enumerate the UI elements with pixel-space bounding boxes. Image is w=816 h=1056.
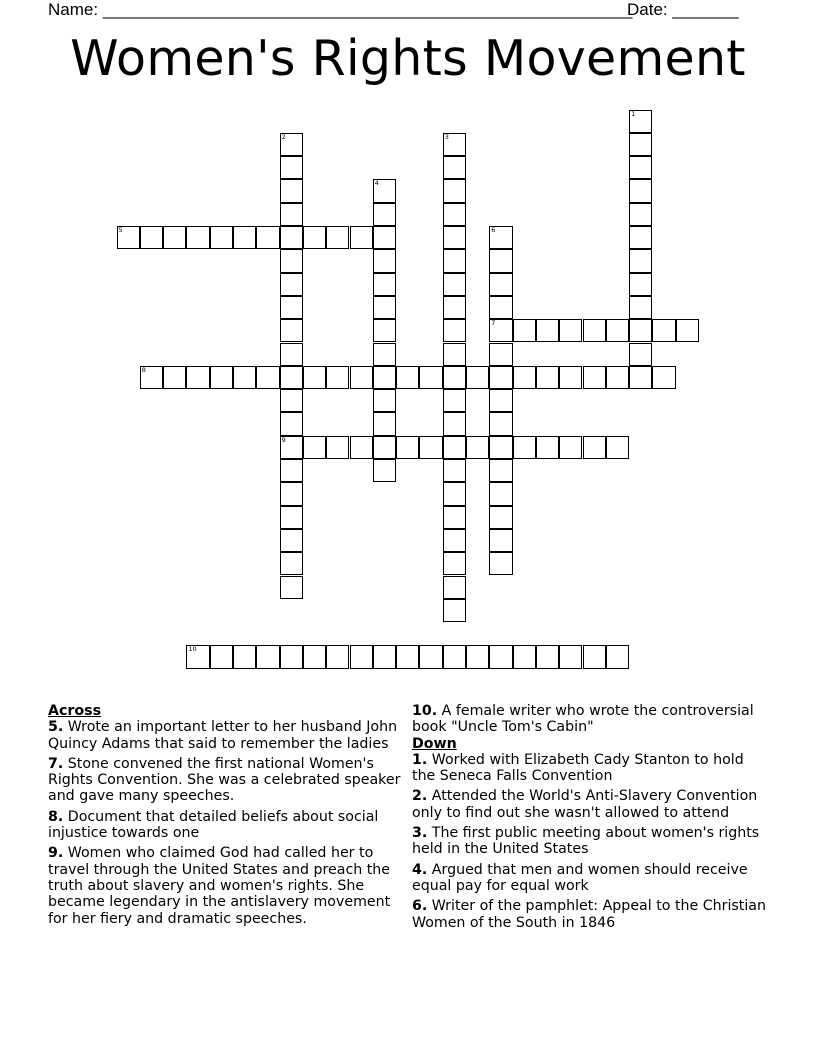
grid-cell[interactable] (652, 366, 675, 389)
grid-cell[interactable] (256, 645, 279, 668)
grid-cell[interactable] (629, 203, 652, 226)
grid-cell[interactable] (326, 366, 349, 389)
grid-cell[interactable] (536, 645, 559, 668)
grid-cell[interactable] (280, 412, 303, 435)
grid-cell[interactable] (373, 412, 396, 435)
grid-cell[interactable] (280, 296, 303, 319)
grid-cell[interactable] (350, 366, 373, 389)
across-heading: Across (48, 703, 102, 719)
grid-cell[interactable] (629, 179, 652, 202)
grid-cell[interactable] (489, 645, 512, 668)
grid-cell[interactable] (186, 366, 209, 389)
grid-cell[interactable] (489, 226, 512, 249)
clue-number: 1 (631, 109, 636, 118)
grid-cell[interactable] (513, 366, 536, 389)
clue-number: 10 (188, 645, 197, 654)
grid-cell[interactable] (443, 296, 466, 319)
grid-cell[interactable] (489, 273, 512, 296)
grid-cell[interactable] (606, 436, 629, 459)
grid-cell[interactable] (280, 156, 303, 179)
grid-cell[interactable] (513, 319, 536, 342)
grid-cell[interactable] (326, 436, 349, 459)
grid-cell[interactable] (210, 226, 233, 249)
grid-cell[interactable] (489, 552, 512, 575)
grid-cell[interactable] (606, 319, 629, 342)
grid-cell[interactable] (419, 645, 442, 668)
grid-cell[interactable] (489, 482, 512, 505)
grid-cell[interactable] (210, 645, 233, 668)
grid-cell[interactable] (443, 226, 466, 249)
grid-cell[interactable] (489, 436, 512, 459)
grid-cell[interactable] (280, 343, 303, 366)
clue-number: 7 (491, 319, 496, 328)
grid-cell[interactable] (373, 389, 396, 412)
grid-cell[interactable] (443, 179, 466, 202)
date-label: Date: (627, 0, 668, 19)
grid-cell[interactable] (280, 506, 303, 529)
grid-cell[interactable] (373, 179, 396, 202)
grid-cell[interactable] (373, 249, 396, 272)
grid-cell[interactable] (326, 645, 349, 668)
grid-cell[interactable] (443, 133, 466, 156)
grid-cell[interactable] (163, 226, 186, 249)
grid-cell[interactable] (443, 273, 466, 296)
grid-cell[interactable] (629, 296, 652, 319)
clue-down-2: 2. Attended the World's Anti-Slavery Convention only to find out she wasn't allowed to attend (412, 788, 758, 821)
grid-cell[interactable] (280, 552, 303, 575)
clue-down-4: 4. Argued that men and women should receive equal pay for equal work (412, 861, 748, 894)
grid-cell[interactable] (280, 273, 303, 296)
clue-across-10: 10. A female writer who wrote the controversial book "Uncle Tom's Cabin" (412, 703, 754, 736)
grid-cell[interactable] (489, 412, 512, 435)
grid-cell[interactable] (373, 343, 396, 366)
grid-cell[interactable] (233, 226, 256, 249)
clue-down-1: 1. Worked with Elizabeth Cady Stanton to hold the Seneca Falls Convention (412, 751, 744, 785)
grid-cell[interactable] (117, 226, 140, 249)
grid-cell[interactable] (396, 645, 419, 668)
grid-cell[interactable] (280, 645, 303, 668)
clue-across-7: 7. Stone convened the first national Women's Rights Convention. She was a celebrated speaker and gave many speeches. (48, 755, 401, 805)
grid-cell[interactable] (489, 296, 512, 319)
grid-cell[interactable] (350, 436, 373, 459)
grid-cell[interactable] (280, 179, 303, 202)
grid-cell[interactable] (373, 645, 396, 668)
grid-cell[interactable] (280, 366, 303, 389)
grid-cell[interactable] (443, 366, 466, 389)
grid-cell[interactable] (676, 319, 699, 342)
grid-cell[interactable] (280, 482, 303, 505)
grid-cell[interactable] (583, 436, 606, 459)
grid-cell[interactable] (280, 389, 303, 412)
clue-across-5: 5. Wrote an important letter to her husband John Quincy Adams that said to remember the ladies (48, 719, 398, 752)
grid-cell[interactable] (280, 133, 303, 156)
grid-cell[interactable] (303, 226, 326, 249)
grid-cell[interactable] (443, 156, 466, 179)
grid-cell[interactable] (443, 482, 466, 505)
grid-cell[interactable] (443, 343, 466, 366)
grid-cell[interactable] (280, 319, 303, 342)
grid-cell[interactable] (466, 645, 489, 668)
grid-cell[interactable] (443, 459, 466, 482)
grid-cell[interactable] (443, 436, 466, 459)
grid-cell[interactable] (443, 599, 466, 622)
grid-cell[interactable] (559, 645, 582, 668)
grid-cell[interactable] (489, 366, 512, 389)
grid-cell[interactable] (629, 226, 652, 249)
grid-cell[interactable] (466, 436, 489, 459)
grid-cell[interactable] (606, 366, 629, 389)
grid-cell[interactable] (536, 366, 559, 389)
grid-cell[interactable] (280, 529, 303, 552)
grid-cell[interactable] (210, 366, 233, 389)
grid-cell[interactable] (443, 552, 466, 575)
grid-cell[interactable] (443, 249, 466, 272)
grid-cell[interactable] (373, 366, 396, 389)
grid-cell[interactable] (606, 645, 629, 668)
grid-cell[interactable] (350, 645, 373, 668)
grid-cell[interactable] (629, 273, 652, 296)
grid-cell[interactable] (629, 110, 652, 133)
grid-cell[interactable] (536, 319, 559, 342)
grid-cell[interactable] (280, 576, 303, 599)
clue-number: 2 (281, 132, 286, 141)
grid-cell[interactable] (629, 133, 652, 156)
grid-cell[interactable] (629, 156, 652, 179)
grid-cell[interactable] (419, 366, 442, 389)
clue-down-3: 3. The first public meeting about women's rights held in the United States (412, 825, 760, 858)
grid-cell[interactable] (629, 249, 652, 272)
grid-cell[interactable] (559, 366, 582, 389)
grid-cell[interactable] (489, 389, 512, 412)
grid-cell[interactable] (280, 226, 303, 249)
grid-cell[interactable] (489, 529, 512, 552)
grid-cell[interactable] (396, 436, 419, 459)
grid-cell[interactable] (489, 343, 512, 366)
grid-cell[interactable] (489, 459, 512, 482)
clues-left-column (48, 703, 410, 931)
grid-cell[interactable] (280, 249, 303, 272)
grid-cell[interactable] (373, 296, 396, 319)
clue-across-8: 8. Document that detailed beliefs about social injustice towards one (48, 808, 379, 842)
grid-cell[interactable] (583, 319, 606, 342)
grid-cell[interactable] (443, 506, 466, 529)
name-label: Name: (48, 0, 99, 19)
clue-number: 6 (491, 226, 496, 234)
grid-cell[interactable] (280, 436, 303, 459)
grid-cell[interactable] (583, 366, 606, 389)
grid-cell[interactable] (513, 645, 536, 668)
grid-cell[interactable] (466, 366, 489, 389)
grid-cell[interactable] (373, 273, 396, 296)
clue-number: 9 (281, 435, 286, 444)
grid-cell[interactable] (559, 319, 582, 342)
name-line[interactable]: ________________________________________________________ (102, 0, 633, 19)
grid-cell[interactable] (583, 645, 606, 668)
grid-cell[interactable] (350, 226, 373, 249)
grid-cell[interactable] (559, 436, 582, 459)
grid-cell[interactable] (280, 203, 303, 226)
clue-number: 8 (141, 365, 146, 374)
clue-number: 3 (444, 132, 449, 141)
grid-cell[interactable] (303, 366, 326, 389)
grid-cell[interactable] (233, 366, 256, 389)
grid-cell[interactable] (373, 459, 396, 482)
grid-cell[interactable] (303, 436, 326, 459)
grid-cell[interactable] (373, 319, 396, 342)
grid-cell[interactable] (443, 203, 466, 226)
grid-cell[interactable] (629, 319, 652, 342)
grid-cell[interactable] (443, 412, 466, 435)
clue-number: 4 (374, 179, 379, 188)
grid-cell[interactable] (513, 436, 536, 459)
grid-cell[interactable] (303, 645, 326, 668)
clues-right-column (412, 703, 768, 935)
clue-number: 5 (118, 226, 123, 234)
grid-cell[interactable] (256, 226, 279, 249)
grid-cell[interactable] (629, 343, 652, 366)
grid-cell[interactable] (489, 249, 512, 272)
grid-cell[interactable] (536, 436, 559, 459)
grid-cell[interactable] (326, 226, 349, 249)
page-title: Women's Rights Movement (70, 30, 746, 87)
grid-cell[interactable] (373, 436, 396, 459)
date-line[interactable]: _______ (672, 0, 739, 19)
grid-cell[interactable] (280, 459, 303, 482)
grid-cell[interactable] (652, 319, 675, 342)
grid-cell[interactable] (373, 226, 396, 249)
grid-cell[interactable] (443, 576, 466, 599)
clue-across-9: 9. Women who claimed God had called her to travel through the United States and preach the truth about slavery and women's rights. She became legendary in the antislavery movement for her fiery and dramatic speeches. (48, 845, 391, 927)
grid-cell[interactable] (186, 226, 209, 249)
grid-cell[interactable] (489, 319, 512, 342)
grid-cell[interactable] (443, 319, 466, 342)
grid-cell[interactable] (629, 366, 652, 389)
grid-cell[interactable] (443, 529, 466, 552)
grid-cell[interactable] (443, 389, 466, 412)
grid-cell[interactable] (419, 436, 442, 459)
grid-cell[interactable] (140, 366, 163, 389)
grid-cell[interactable] (489, 506, 512, 529)
grid-cell[interactable] (443, 645, 466, 668)
grid-cell[interactable] (140, 226, 163, 249)
grid-cell[interactable] (163, 366, 186, 389)
clue-down-6: 6. Writer of the pamphlet: Appeal to the Christian Women of the South in 1846 (412, 898, 766, 931)
down-heading: Down (412, 735, 457, 752)
grid-cell[interactable] (373, 203, 396, 226)
grid-cell[interactable] (256, 366, 279, 389)
grid-cell[interactable] (186, 645, 209, 668)
grid-cell[interactable] (233, 645, 256, 668)
grid-cell[interactable] (396, 366, 419, 389)
